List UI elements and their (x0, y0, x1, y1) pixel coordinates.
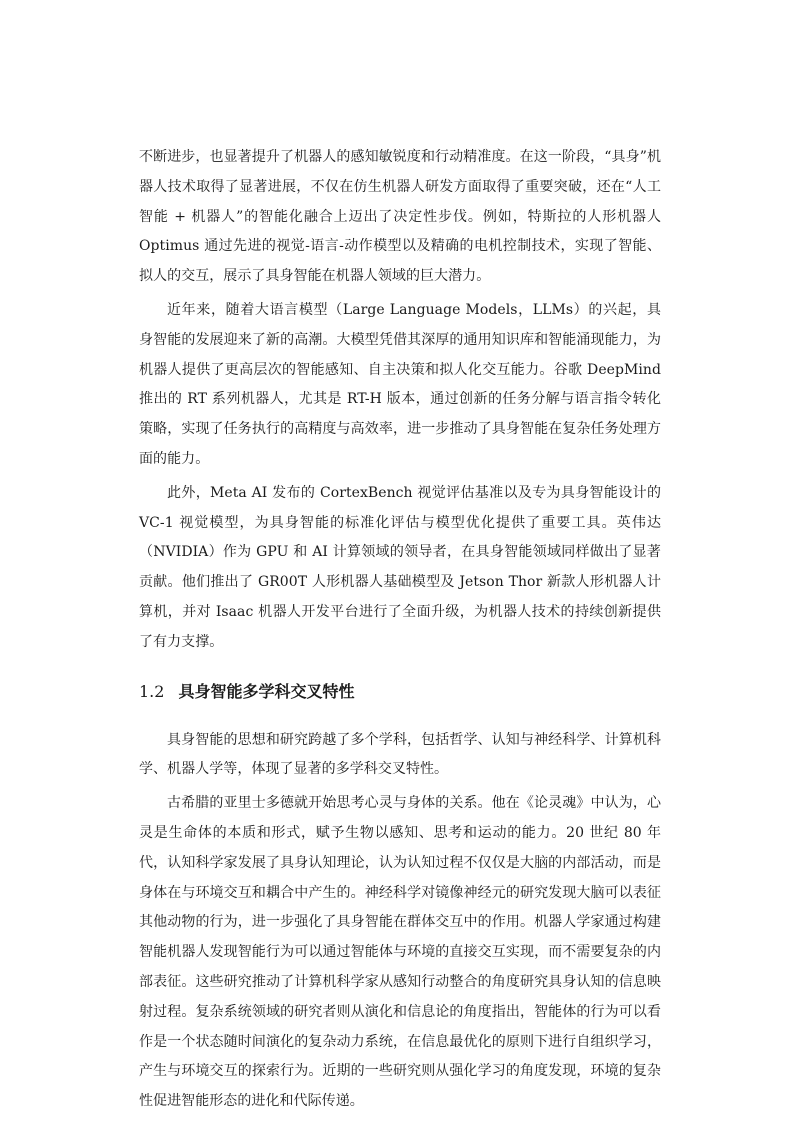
section-heading (139, 680, 661, 704)
paragraph-meta-nvidia: 此外，Meta AI 发布的 CortexBench 视觉评估基准以及专为具身智能设计的 VC-1 视觉模型，为具身智能的标准化评估与模型优化提供了重要工具。英伟达（NVIDIA）作为 GPU 和 AI 计算领域的领导者，在具身智能领域同样做出了显著贡献。他们推出了 GR00T 人形机器人基础模型及 Jetson Thor 新款人形机器人计算机，并对 Isaac 机器人开发平台进行了全面升级，为机器人技术的持续创新提供了有力支撑。 (139, 484, 661, 650)
paragraph-disciplines: 具身智能的思想和研究跨越了多个学科，包括哲学、认知与神经科学、计算机科学、机器人学等，体现了显著的多学科交叉特性。 (139, 731, 661, 778)
paragraph-history: 古希腊的亚里士多德就开始思考心灵与身体的关系。他在《论灵魂》中认为，心灵是生命体的本质和形式，赋予生物以感知、思考和运动的能力。20 世纪 80 年代，认知科学家发展了具身认知理论，认为认知过程不仅仅是大脑的内部活动，而是身体在与环境交互和耦合中产生的。神经科学对镜像神经元的研究发现大脑可以表征其他动物的行为，进一步强化了具身智能在群体交互中的作用。机器人学家通过构建智能机器人发现智能行为可以通过智能体与环境的直接交互实现，而不需要复杂的内部表征。这些研究推动了计算机科学家从感知行动整合的角度研究具身认知的信息映射过程。复杂系统领域的研究者则从演化和信息论的角度指出，智能体的行为可以看作是一个状态随时间演化的复杂动力系统，在信息最优化的原则下进行自组织学习，产生与环境交互的探索行为。近期的一些研究则从强化学习的角度发现，环境的复杂性促进智能形态的进化和代际传递。 (139, 795, 661, 1110)
section-title: 具身智能多学科交叉特性 (178, 681, 355, 701)
page-content (139, 143, 661, 1121)
paragraph-llm: 近年来，随着大语言模型（Large Language Models，LLMs）的兴起，具身智能的发展迎来了新的高潮。大模型凭借其深厚的通用知识库和智能涌现能力，为机器人提供了更高层次的智能感知、自主决策和拟人化交互能力。谷歌 DeepMind 推出的 RT 系列机器人，尤其是 RT-H 版本，通过创新的任务分解与语言指令转化策略，实现了任务执行的高精度与高效率，进一步推动了具身智能在复杂任务处理方面的能力。 (139, 301, 661, 467)
paragraph-optimus: 不断进步，也显著提升了机器人的感知敏锐度和行动精准度。在这一阶段，“具身”机器人技术取得了显著进展，不仅在仿生机器人研发方面取得了重要突破，还在“人工智能 + 机器人”的智能化融合上迈出了决定性步伐。例如，特斯拉的人形机器人 Optimus 通过先进的视觉-语言-动作模型以及精确的电机控制技术，实现了智能、拟人的交互，展示了具身智能在机器人领域的巨大潜力。 (139, 149, 661, 285)
section-number: 1.2 (139, 681, 165, 701)
